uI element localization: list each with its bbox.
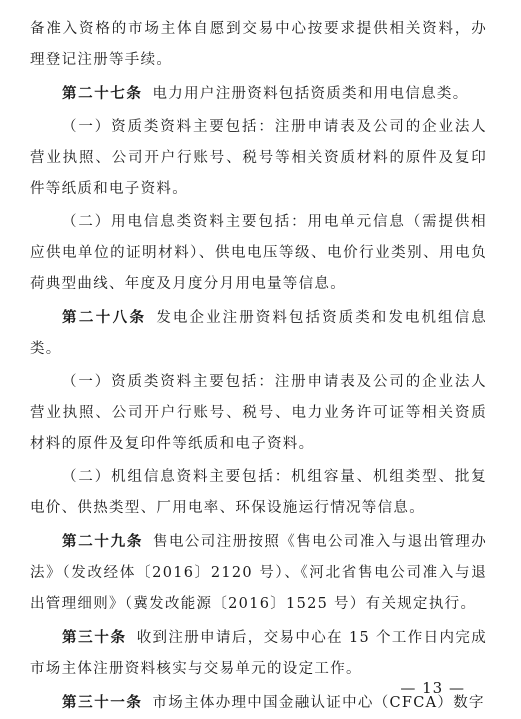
article-number: 第三十一条 (62, 694, 143, 711)
item-text: （二）机组信息资料主要包括：机组容量、机组类型、批复电价、供热类型、厂用电率、环保设施运行情况等信息。 (30, 469, 487, 516)
item-text: （一）资质类资料主要包括：注册申请表及公司的企业法人营业执照、公司开户行账号、税号等相关资质材料的原件及复印件等纸质和电子资料。 (30, 119, 487, 197)
article-number: 第二十八条 (62, 309, 147, 326)
article-28-item-2 (30, 462, 487, 524)
page-number: — 13 — (400, 679, 465, 697)
article-28-item-1 (30, 367, 487, 460)
article-text: 发电企业注册资料包括资质类和发电机组信息类。 (30, 310, 488, 357)
article-text: 市场主体办理中国金融认证中心（CFCA）数字 (152, 695, 485, 711)
paragraph-continuation (30, 14, 487, 76)
article-text: 电力用户注册资料包括资质类和用电信息类。 (152, 86, 469, 102)
article-30 (30, 622, 487, 685)
article-27-item-1 (30, 112, 487, 205)
paragraph-text: 备准入资格的市场主体自愿到交易中心按要求提供相关资料，办理登记注册等手续。 (30, 21, 487, 68)
article-text: 收到注册申请后，交易中心在 15 个工作日内完成市场主体注册资料核实与交易单元的设定工作。 (30, 630, 487, 677)
item-text: （二）用电信息类资料主要包括：用电单元信息（需提供相应供电单位的证明材料）、供电电压等级、电价行业类别、用电负荷典型曲线、年度及月度分月用电量等信息。 (30, 214, 487, 292)
article-number: 第二十九条 (62, 533, 144, 550)
article-text: 售电公司注册按照《售电公司准入与退出管理办法》（发改经体〔2016〕2120 号）、《河北省售电公司准入与退出管理细则》（冀发改能源〔2016〕1525 号）有关规定执行。 (30, 534, 487, 612)
article-27 (30, 78, 487, 110)
article-number: 第二十七条 (62, 85, 143, 102)
item-text: （一）资质类资料主要包括：注册申请表及公司的企业法人营业执照、公司开户行账号、税号、电力业务许可证等相关资质材料的原件及复印件等纸质和电子资料。 (30, 374, 487, 452)
article-number: 第三十条 (62, 629, 127, 646)
article-27-item-2 (30, 207, 487, 300)
article-28 (30, 302, 487, 365)
article-29 (30, 526, 487, 620)
